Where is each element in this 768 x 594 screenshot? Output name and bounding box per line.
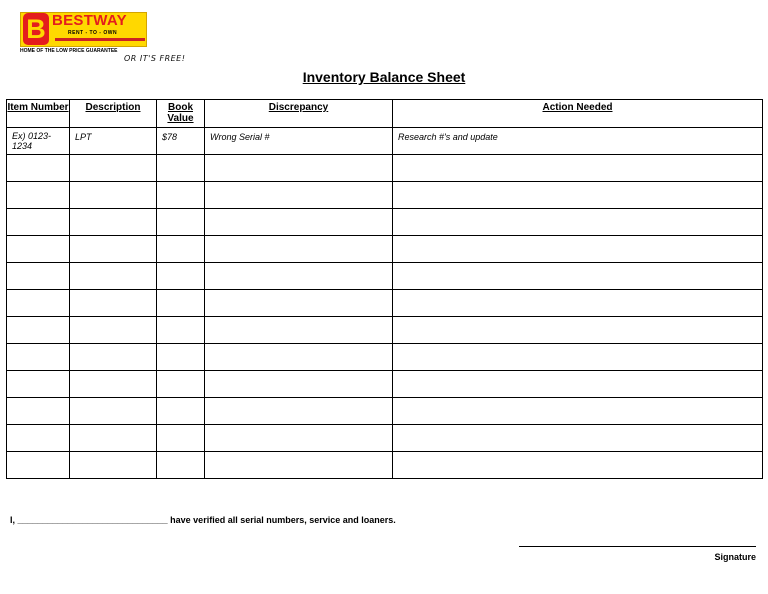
logo-free-line: OR IT'S FREE! (124, 54, 186, 63)
logo-subtitle: RENT - TO - OWN (68, 30, 118, 36)
table-row (7, 317, 763, 344)
cell-action-needed[interactable] (393, 209, 763, 236)
table-row (7, 155, 763, 182)
table-row (7, 344, 763, 371)
cell-description[interactable] (70, 398, 157, 425)
example-item-number: Ex) 0123-1234 (7, 128, 70, 155)
cell-discrepancy[interactable] (205, 398, 393, 425)
cell-discrepancy[interactable] (205, 425, 393, 452)
logo-home-line: HOME OF THE LOW PRICE GUARANTEE (20, 48, 118, 54)
inventory-table (6, 99, 763, 479)
table-row (7, 425, 763, 452)
cell-item-number[interactable] (7, 263, 70, 290)
example-row (7, 128, 763, 155)
cell-item-number[interactable] (7, 425, 70, 452)
bestway-logo (20, 12, 190, 64)
signature-label: Signature (714, 552, 756, 562)
header-description: Description (70, 100, 157, 128)
cell-action-needed[interactable] (393, 182, 763, 209)
cell-item-number[interactable] (7, 344, 70, 371)
table-row (7, 209, 763, 236)
table-row (7, 263, 763, 290)
cell-description[interactable] (70, 344, 157, 371)
table-header-row (7, 100, 763, 128)
cell-item-number[interactable] (7, 182, 70, 209)
cell-item-number[interactable] (7, 290, 70, 317)
cell-discrepancy[interactable] (205, 209, 393, 236)
cell-description[interactable] (70, 371, 157, 398)
cell-action-needed[interactable] (393, 317, 763, 344)
cell-action-needed[interactable] (393, 290, 763, 317)
logo-b-mark: B (23, 13, 49, 45)
table-row (7, 452, 763, 479)
verification-statement: I, ______________________________ have verified all serial numbers, service and loaners. (10, 515, 396, 525)
example-book-value: $78 (157, 128, 205, 155)
cell-action-needed[interactable] (393, 263, 763, 290)
cell-description[interactable] (70, 452, 157, 479)
cell-description[interactable] (70, 155, 157, 182)
cell-book-value[interactable] (157, 371, 205, 398)
cell-book-value[interactable] (157, 344, 205, 371)
cell-action-needed[interactable] (393, 452, 763, 479)
table-row (7, 371, 763, 398)
cell-discrepancy[interactable] (205, 182, 393, 209)
cell-item-number[interactable] (7, 398, 70, 425)
cell-item-number[interactable] (7, 371, 70, 398)
cell-discrepancy[interactable] (205, 344, 393, 371)
example-action-needed: Research #'s and update (393, 128, 763, 155)
cell-discrepancy[interactable] (205, 155, 393, 182)
table-row (7, 182, 763, 209)
header-book-value: Book Value (157, 100, 205, 128)
example-discrepancy: Wrong Serial # (205, 128, 393, 155)
table-row (7, 290, 763, 317)
cell-description[interactable] (70, 290, 157, 317)
logo-brand: BESTWAY (52, 12, 127, 29)
cell-action-needed[interactable] (393, 155, 763, 182)
cell-description[interactable] (70, 317, 157, 344)
cell-book-value[interactable] (157, 398, 205, 425)
cell-book-value[interactable] (157, 425, 205, 452)
cell-item-number[interactable] (7, 236, 70, 263)
cell-book-value[interactable] (157, 155, 205, 182)
cell-action-needed[interactable] (393, 425, 763, 452)
cell-action-needed[interactable] (393, 344, 763, 371)
cell-item-number[interactable] (7, 452, 70, 479)
cell-discrepancy[interactable] (205, 452, 393, 479)
cell-description[interactable] (70, 209, 157, 236)
cell-book-value[interactable] (157, 452, 205, 479)
cell-description[interactable] (70, 425, 157, 452)
signature-line (519, 546, 756, 547)
cell-item-number[interactable] (7, 317, 70, 344)
header-action-needed: Action Needed (393, 100, 763, 128)
cell-action-needed[interactable] (393, 398, 763, 425)
cell-item-number[interactable] (7, 155, 70, 182)
cell-book-value[interactable] (157, 209, 205, 236)
cell-discrepancy[interactable] (205, 317, 393, 344)
cell-book-value[interactable] (157, 236, 205, 263)
cell-book-value[interactable] (157, 317, 205, 344)
cell-action-needed[interactable] (393, 236, 763, 263)
page-title: Inventory Balance Sheet (302, 69, 466, 85)
cell-discrepancy[interactable] (205, 236, 393, 263)
cell-discrepancy[interactable] (205, 371, 393, 398)
cell-discrepancy[interactable] (205, 290, 393, 317)
table-row (7, 236, 763, 263)
example-description: LPT (70, 128, 157, 155)
header-discrepancy: Discrepancy (205, 100, 393, 128)
cell-book-value[interactable] (157, 263, 205, 290)
cell-description[interactable] (70, 182, 157, 209)
header-item-number: Item Number (7, 100, 70, 128)
cell-item-number[interactable] (7, 209, 70, 236)
cell-action-needed[interactable] (393, 371, 763, 398)
cell-book-value[interactable] (157, 290, 205, 317)
cell-description[interactable] (70, 263, 157, 290)
cell-discrepancy[interactable] (205, 263, 393, 290)
cell-description[interactable] (70, 236, 157, 263)
cell-book-value[interactable] (157, 182, 205, 209)
table-row (7, 398, 763, 425)
logo-stripe (55, 38, 145, 41)
